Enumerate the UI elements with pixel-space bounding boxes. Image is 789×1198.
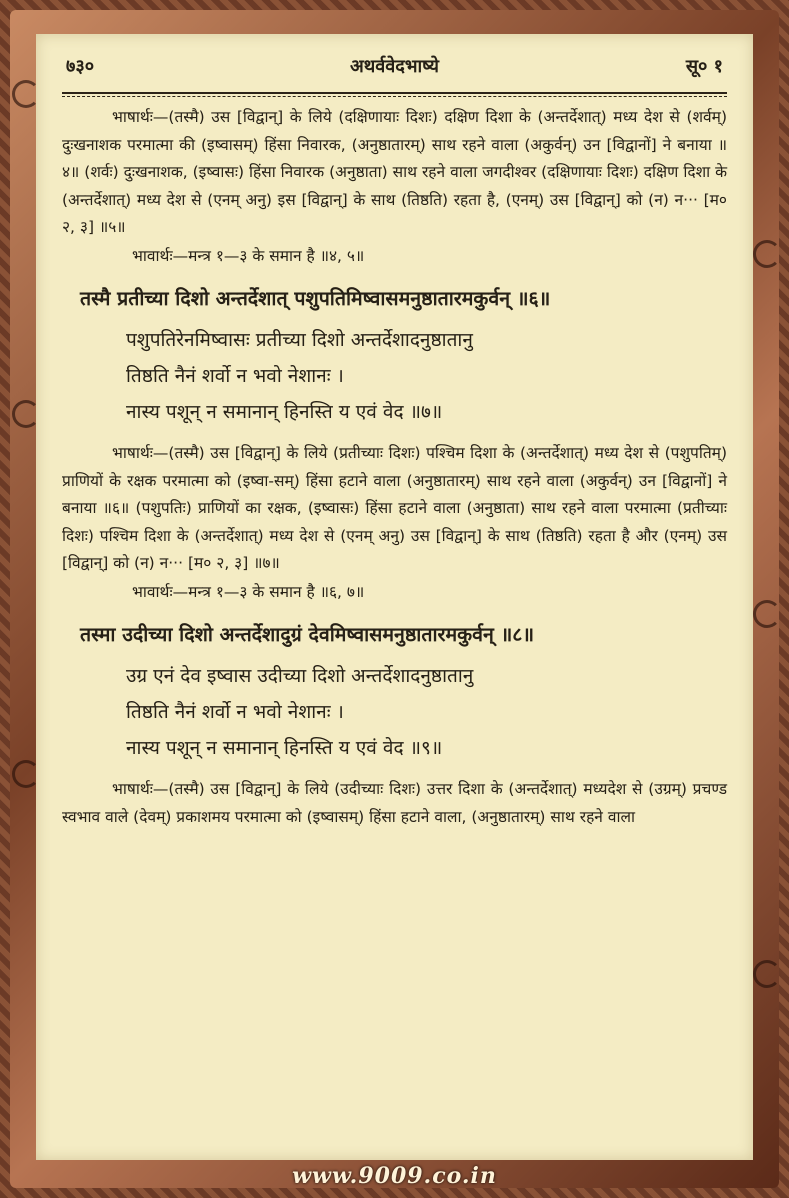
section-reference: सू० १ [685,56,723,77]
book-page [36,34,753,1160]
verse-line: नास्य पशून् न समानान् हिनस्ति य एवं वेद ॥९॥ [126,736,443,759]
verse-heading: तस्मै प्रतीच्या दिशो अन्तर्देशात् पशुपतिमिष्वासमनुष्ठातारमकुर्वन् ॥६॥ [80,286,551,310]
bhavartha-note: भावार्थः—मन्त्र १—३ के समान है ॥४, ५॥ [132,246,365,265]
page-number: ७३० [66,56,95,77]
footer-url: www.9009.co.in [292,1163,497,1189]
page-content [62,104,727,831]
border-ornament [753,240,781,268]
bhavartha-note: भावार्थः—मन्त्र १—३ के समान है ॥६, ७॥ [132,582,365,601]
translation-paragraph: भाषार्थः—(तस्मै) उस [विद्वान्] के लिये (उदीच्याः दिशः) उत्तर दिशा के (अन्तर्देशात्) मध्यदेश से (उग्रम्) प्रचण्ड स्वभाव वाले (देवम्) प्रकाशमय परमात्मा को (इष्वासम्) हिंसा हटाने वाला, (अनुष्ठातारम्) साथ रहने वाला [62,779,727,826]
translation-paragraph: भाषार्थः—(तस्मै) उस [विद्वान्] के लिये (दक्षिणायाः दिशः) दक्षिण दिशा के (अन्तर्देशात्) मध्य देश से (शर्वम्) दुःखनाशक परमात्मा की (इष्वासम्) हिंसा निवारक, (अनुष्ठातारम्) साथ रहने वाला (अकुर्वन्) उन [विद्वानों] ने बनाया ॥४॥ (शर्वः) दुःखनाशक, (इष्वासः) हिंसा निवारक (अनुष्ठाता) साथ रहने वाला जगदीश्वर (दक्षिणायाः दिशः) दक्षिण दिशा के (अन्तर्देशात्) मध्य देश से (एनम् अनु) इस [विद्वान्] के साथ (तिष्ठति) रहता है, (एनम्) उस [विद्वान्] को (न) न··· [म० २, ३] ॥५॥ [62,108,727,237]
verse-line: तिष्ठति नैनं शर्वो न भवो नेशानः । [126,364,344,387]
verse-line: तिष्ठति नैनं शर्वो न भवो नेशानः । [126,700,344,723]
verse-heading: तस्मा उदीच्या दिशो अन्तर्देशादुग्रं देवमिष्वासमनुष्ठातारमकुर्वन् ॥८॥ [80,622,535,646]
border-ornament [753,960,781,988]
translation-paragraph: भाषार्थः—(तस्मै) उस [विद्वान्] के लिये (प्रतीच्याः दिशः) पश्चिम दिशा के (अन्तर्देशात्) मध्य देश से (पशुपतिम्) प्राणियों के रक्षक परमात्मा को (इष्वा-सम्) हिंसा हटाने वाला (अनुष्ठातारम्) साथ रहने वाला (अकुर्वन्) उन [विद्वानों] ने बनाया ॥६॥ (पशुपतिः) प्राणियों का रक्षक, (इष्वासः) हिंसा हटाने वाला (अनुष्ठाता) साथ रहने वाला परमात्मा (प्रतीच्याः दिशः) पश्चिम दिशा के (अन्तर्देशात्) मध्य देश से (एनम् अनु) उस [विद्वान्] के साथ (तिष्ठति) रहता है और (एनम्) उस [विद्वान्] को (न) न··· [म० २, ३] ॥७॥ [62,443,727,573]
header-rule [62,92,727,94]
running-title: अथर्ववेदभाष्ये [350,56,439,77]
header-rule-dashed [62,96,727,97]
border-ornament [753,600,781,628]
verse-line: पशुपतिरेनमिष्वासः प्रतीच्या दिशो अन्तर्देशादनुष्ठातानु [126,328,473,351]
verse-line: नास्य पशून् न समानान् हिनस्ति य एवं वेद ॥७॥ [126,400,443,423]
verse-line: उग्र एनं देव इष्वास उदीच्या दिशो अन्तर्देशादनुष्ठातानु [126,664,474,687]
page-header [62,54,727,84]
